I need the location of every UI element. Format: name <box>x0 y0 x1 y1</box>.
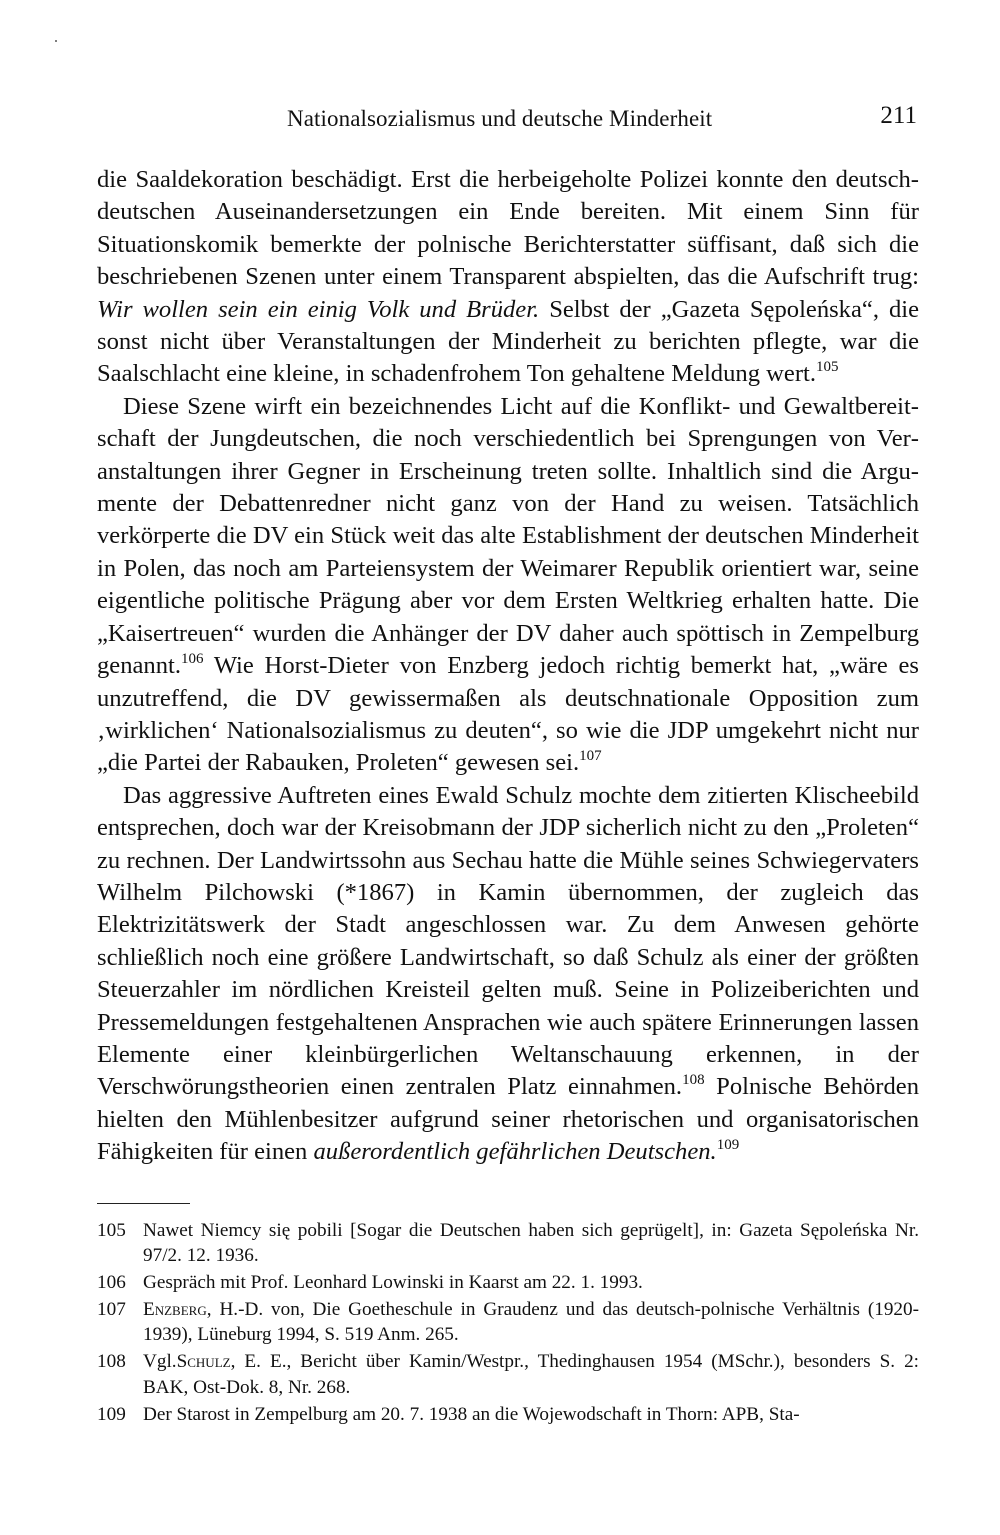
footnote-ref-108[interactable]: 108 <box>682 1072 705 1089</box>
paragraph-text: Wie Horst-Dieter von Enzberg jedoch richtig bemerkt hat, „wäre es unzutreffend, die DV gewissermaßen als deutschnationale Opposition zum ‚wirklichen‘ Nationalsozialismus zu deuten“, so wie die JDP umgekehrt nicht nur „die Partei der Rabauken, Proleten“ gewesen sei. <box>97 652 919 777</box>
footnote-106 <box>97 1270 919 1296</box>
footnote-text: Nawet Niemcy się pobili [Sogar die Deutschen haben sich geprügelt], in: Gazeta Sępoleńska Nr. 97/2. 12. 1936. <box>143 1219 919 1267</box>
book-page <box>97 100 919 1428</box>
footnote-108 <box>97 1349 919 1400</box>
footnote-number: 108 <box>97 1351 126 1373</box>
footnote-text: , E. E., Bericht über Kamin/Westpr., Thedinghausen 1954 (MSchr.), besonders S. 2: BAK, Ost-Dok. 8, Nr. 268. <box>143 1351 919 1398</box>
footnote-105 <box>97 1218 919 1269</box>
footnote-text: , H.-D. von, Die Goetheschule in Graudenz und das deutsch-polnische Verhältnis (1920-1939), Lüneburg 1994, S. 519 Anm. 265. <box>143 1298 919 1346</box>
paragraph-3 <box>97 780 919 1169</box>
running-head-title: Nationalsozialismus und deutsche Minderheit <box>287 106 713 131</box>
italic-quote: Wir wollen sein ein einig Volk und Brüder. <box>97 295 540 323</box>
italic-phrase: außerordentlich gefährlichen Deutschen. <box>313 1138 717 1166</box>
footnotes <box>97 1218 919 1428</box>
footnote-number: 106 <box>97 1272 126 1293</box>
footnote-ref-105[interactable]: 105 <box>816 359 839 376</box>
paragraph-text: Selbst der „Gazeta Sępoleńska“, die sonst nicht über Veranstaltungen der Minderheit zu berichten pflegte, war die Saalschlacht eine kleine, in schadenfrohem Ton gehaltene Meldung wert. <box>97 295 919 388</box>
paragraph-text: Diese Szene wirft ein bezeichnendes Licht auf die Konflikt- und Gewaltbereitschaft der Jungdeutschen, die noch verschiedentlich bei Sprengungen von Veranstaltungen ihrer Gegner in Erscheinung treten sollte. Inhaltlich sind die Argumente der Debattenredner nicht ganz von der Hand zu weisen. Tatsächlich verkörperte die DV ein Stück weit das alte Establishment der deutschen Minderheit in Polen, das noch am Parteiensystem der Weimarer Republik orientiert war, seine eigentliche politische Prägung aber vor dem Ersten Weltkrieg erhalten hatte. Die „Kaisertreuen“ wurden die Anhänger der DV daher auch spöttisch in Zempelburg genannt. <box>97 392 919 680</box>
footnote-number: 109 <box>97 1403 126 1425</box>
footnote-text: Der Starost in Zempelburg am 20. 7. 1938 an die Wojewodschaft in Thorn: APB, Sta- <box>143 1403 800 1425</box>
body-text <box>97 164 919 1169</box>
footnote-prefix: Vgl. <box>143 1351 177 1373</box>
footnote-text: Gespräch mit Prof. Leonhard Lowinski in Kaarst am 22. 1. 1993. <box>143 1272 643 1293</box>
footnote-109 <box>97 1402 919 1428</box>
footnote-107 <box>97 1297 919 1348</box>
scan-speck <box>55 40 57 42</box>
paragraph-text: Das aggressive Auftreten eines Ewald Schulz mochte dem zitierten Klischeebild entsprechen, doch war der Kreisobmann der JDP sicherlich nicht zu den „Proleten“ zu rechnen. Der Landwirtssohn aus Sechau hatte die Mühle seines Schwiegervaters Wilhelm Pilchowski (*1867) in Kamin übernommen, der zugleich das Elektrizitätswerk der Stadt angeschlossen war. Zu dem Anwesen gehörte schließlich noch eine größere Landwirtschaft, so daß Schulz als einer der größten Steuerzahler im nördlichen Kreisteil gelten muß. Seine in Polizeiberichten und Pressemeldungen festgehaltenen Ansprachen wie auch spätere Erinnerungen lassen Elemente einer kleinbürgerlichen Weltanschauung erkennen, in der Verschwörungstheorien einen zentralen Platz einnahmen. <box>97 781 919 1101</box>
footnote-ref-107[interactable]: 107 <box>579 748 602 765</box>
footnote-ref-109[interactable]: 109 <box>716 1137 740 1154</box>
footnote-author: Schulz <box>176 1351 231 1373</box>
paragraph-text: Polnische Behörden hielten den Mühlenbesitzer aufgrund seiner rhetorischen und organisatorischen Fähigkeiten für einen <box>97 1073 919 1166</box>
running-head <box>97 100 919 140</box>
footnote-author: Enzberg <box>143 1298 207 1320</box>
paragraph-1 <box>97 164 919 391</box>
paragraph-2 <box>97 391 919 780</box>
footnote-number: 105 <box>97 1219 126 1241</box>
footnote-divider <box>97 1203 190 1204</box>
footnote-number: 107 <box>97 1298 126 1320</box>
paragraph-text: die Saaldekoration beschädigt. Erst die herbeigeholte Polizei konnte den deutsch-deutschen Auseinandersetzungen ein Ende bereiten. Mit einem Sinn für Situationskomik bemerkte der polnische Berichterstatter süffisant, daß sich die beschriebenen Szenen unter einem Transparent abspielten, das die Aufschrift trug: <box>97 166 919 291</box>
page-number: 211 <box>880 102 917 129</box>
footnote-ref-106[interactable]: 106 <box>181 651 204 668</box>
